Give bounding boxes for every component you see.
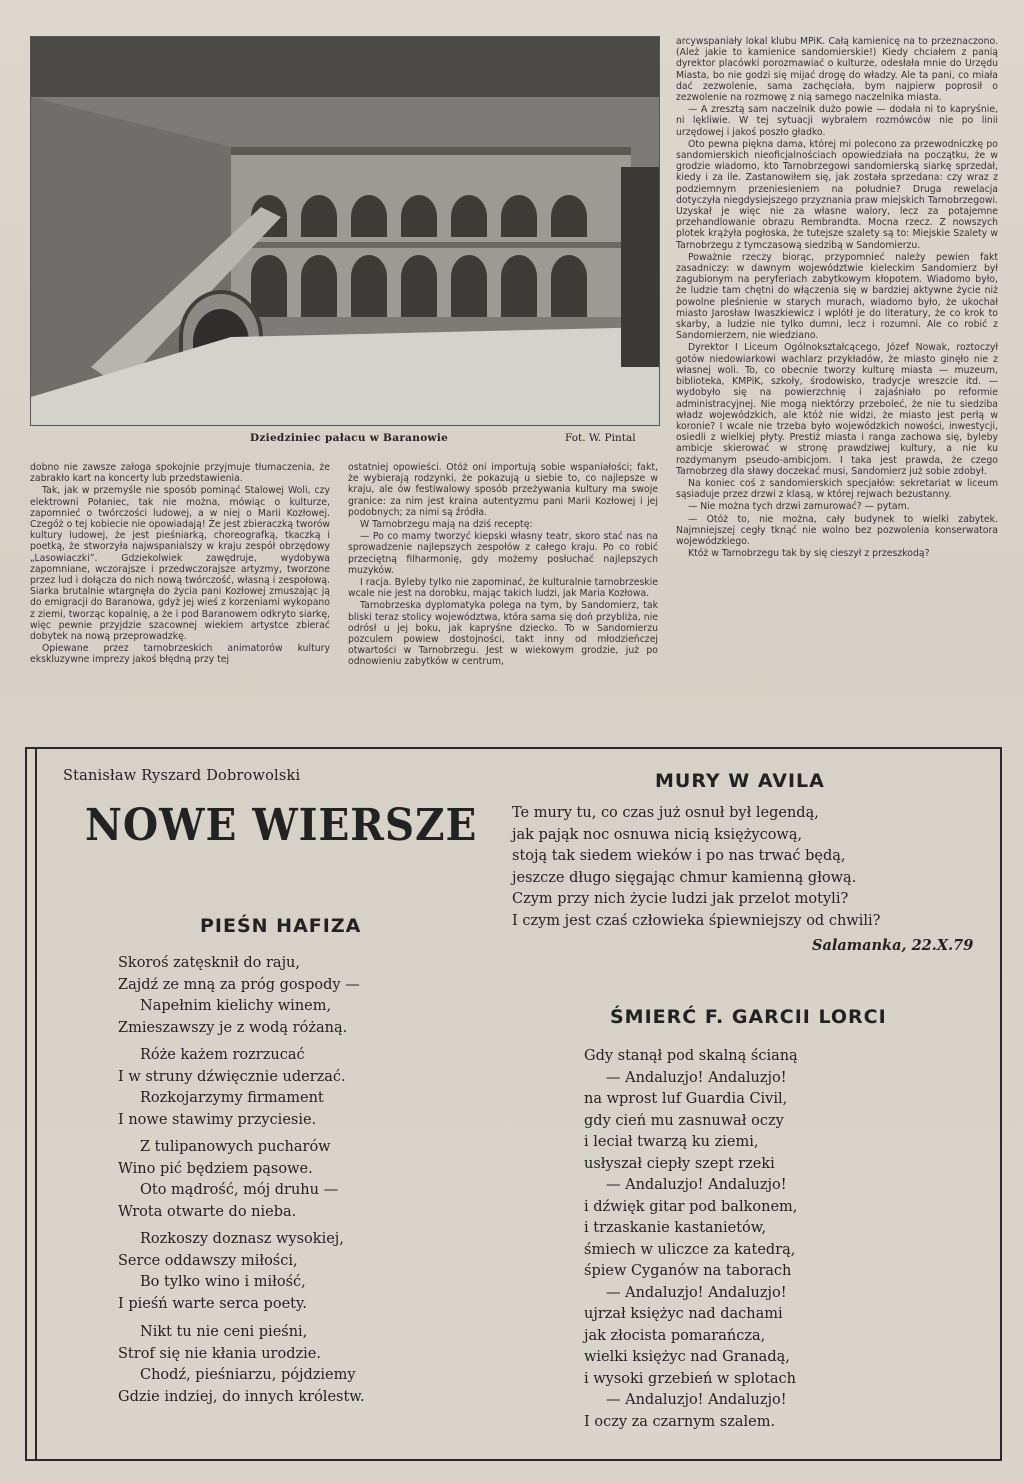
poem-line: I oczy za czarnym szalem. xyxy=(584,1413,776,1430)
paragraph: Któż w Tarnobrzegu tak by się cieszył z przeszkodą? xyxy=(688,548,930,560)
poem-line: — Andaluzjo! Andaluzjo! xyxy=(606,1392,787,1408)
poem-line: i dźwięk gitar pod balkonem, xyxy=(584,1198,798,1215)
paragraph: — Nie można tych drzwi zamurować? — pytam. xyxy=(688,501,910,513)
paragraph: Tak, jak w przemyśle nie sposób pominąć Stalowej Woli, czy elektrowni Połaniec, tak nie można, mówiąc o kulturze, zapomnieć o twórczości ludowej, a w niej o Marii Kozłowej. Czegóż o tej kobiecie nie opowiadają! Że jest zbieraczką tworów kultury ludowej, że jest pieśniarką, choreografką, tkaczką i poetką, że stworzyła najwspanialszy w kraju zespół obrzędowy „Lasowiaczki”. Gdziekolwiek zawędruje, wydobywa zapomniane, wczorajsze i przedwczorajsze artyzmy, tworzone przez lud i dołącza do nich nową twórczość, własną i zespołową. Siarka brutalnie wtargnęła do życia pani Kozłowej zmuszając ją do emigracji do Baranowa, gdyż jej wieś z korzeniami wykopano z ziemi, tworząc kopalnię, a że i pod Baranowem odkryto siarkę, więc pewnie przyjdzie szacownej wiekiem artystce zbierać dobytek na nową przeprowadzkę. xyxy=(30,485,330,643)
section-title: NOWE WIERSZE xyxy=(85,800,478,851)
box-rule xyxy=(35,749,37,1459)
poem-place-date: Salamanka, 22.X.79 xyxy=(812,937,974,954)
poem-line: wielki księżyc nad Granadą, xyxy=(584,1349,790,1365)
poem-line: jak złocista pomarańcza, xyxy=(584,1327,766,1344)
poem-line: i trzaskanie kastanietów, xyxy=(584,1220,767,1236)
article-column-3 xyxy=(676,36,998,560)
poem-line: Oto mądrość, mój druhu — xyxy=(140,1182,339,1198)
poem-line: jeszcze długo sięgając chmur kamienną głową. xyxy=(512,869,857,886)
poem-line: Zajdź ze mną za próg gospody — xyxy=(118,976,360,993)
poem-line: I w struny dźwięcznie uderzać. xyxy=(118,1068,346,1085)
hafiz-stanza-1 xyxy=(118,953,360,1039)
lorca-poem xyxy=(584,1046,798,1433)
poem-line: śmiech w uliczce za katedrą, xyxy=(584,1241,796,1258)
paragraph: Tarnobrzeska dyplomatyka polega na tym, by Sandomierz, tak bliski teraz stolicy województwa, która sama się doń przybliża, nie odrósł u jej boku, jak kapryśne dziecko. To w Sandomierzu pozculem powiew dostojności, takt inny od młodzieńczej otwartości w Tarnobrzegu. Jest w wiekowym grodzie, już po odnowieniu zabytków w centrum, xyxy=(348,600,658,668)
poem-line: Rozkojarzymy firmament xyxy=(140,1090,324,1106)
poem-line: Serce oddawszy miłości, xyxy=(118,1252,298,1269)
poem-line: I czym jest czaś człowieka śpiewniejszy od chwili? xyxy=(512,912,881,929)
paragraph: — Po co mamy tworzyć kiepski własny teatr, skoro stać nas na sprowadzenie najlepszych zespołów z całego kraju. Po co robić przeciętną filharmonię, gdy możemy posłuchać najlepszych muzyków. xyxy=(348,531,658,576)
photo-credit: Fot. W. Pintal xyxy=(565,432,636,444)
poet-name: Stanisław Ryszard Dobrowolski xyxy=(63,768,301,784)
poem-line: śpiew Cyganów na taborach xyxy=(584,1263,792,1279)
poem-line: Czym przy nich życie ludzi jak przelot motyli? xyxy=(512,891,849,907)
poem-line: Napełnim kielichy winem, xyxy=(140,998,332,1014)
poem-line: Skoroś zatęsknił do raju, xyxy=(118,955,301,971)
poem-line: — Andaluzjo! Andaluzjo! xyxy=(606,1069,787,1086)
poem-line: na wprost luf Guardia Civil, xyxy=(584,1091,788,1107)
paragraph: Na koniec coś z sandomierskich specjałów: sekretariat w liceum sąsiaduje przez drzwi z klasą, w której rejwach bezustanny. xyxy=(676,477,998,501)
poem-line: Z tulipanowych pucharów xyxy=(140,1139,331,1155)
poem-line: Strof się nie kłania urodzie. xyxy=(118,1345,321,1362)
paragraph: Dyrektor I Liceum Ogólnokształcącego, Józef Nowak, roztoczył gotów niedowiarkowi wachlarz przykładów, że miasto ginęło nie z własnej woli. To, co obecnie tworzy kulturę miasta — muzeum, biblioteka, KMPiK, szkoły, środowisko, tradycje wreszcie itd. — wydobyło się na powierzchnię i zajaśniało po reformie administracyjnej. Nie mogą niektórzy przeboleć, że nie tu siedziba władz wojewódzkich, ale któż nie widzi, że miasto jest perłą w koronie? I wcale nie trzeba było wojewódzkich nowości, inwestycji, osiedli z wielkiej płyty. Prestiż miasta i ranga zachowa się, byleby ambicje skierować w stronę prawdziwej kultury, a nie ku rozdymanym pseudo-ambicjom. I taka jest prawda, że czego Tarnobrzeg dla sławy doczekać musi, Sandomierz już sobie zdobył. xyxy=(676,342,998,477)
paragraph: Oto pewna piękna dama, której mi polecono za przewodniczkę po sandomierskich nieoficjalnościach opowiedziała na początku, że w grodzie wiadomo, kto Tarnobrzegowi sandomierską siarkę sprzedał, kiedy i za ile. Zastanowiłem się, jak została sprzedana: czy wraz z podziemnym przeniesieniem na południe? Druga rewelacja dotyczyła niegdysiejszego przyznania praw miejskich Tarnobrzegowi. Uzyskał je więc nie za własne walory, lecz za potajemne przehandlowanie obrazu Rembrandta. Mocna rzecz. Z nowszych plotek krążyła pogłoska, że tutejsze szalety są to: Miejskie Szalety w Tarnobrzegu z tymczasową siedzibą w Sandomierzu. xyxy=(676,138,998,251)
poem-line: usłyszał ciepły szept rzeki xyxy=(584,1155,775,1172)
poem-line: Wrota otwarte do nieba. xyxy=(118,1203,297,1220)
hafiz-stanza-4 xyxy=(118,1229,344,1315)
poem-line: I pieśń warte serca poety. xyxy=(118,1295,307,1312)
paragraph: Poważnie rzeczy biorąc, przypomnieć należy pewien fakt zasadniczy: w dawnym województwie kieleckim Sandomierz był zagubionym na peryferiach zabytkowym kłopotem. Wiadomo było, że ludzie tam chętni do włączenia się w bardziej aktywne życie niż powolne pleśnienie w starych murach, wiadomo było, że ukochał miasto Jarosław Iwaszkiewicz i wplótł je do literatury, że co krok to skarby, a ludzie nie tylko dumni, lecz i rozumni. Ale co robić z Sandomierzem, nie wiedziano. xyxy=(676,251,998,342)
poem-line: i wysoki grzebień w splotach xyxy=(584,1370,796,1387)
paragraph: — A zresztą sam naczelnik dużo powie — dodała ni to kapryśnie, ni lękliwie. W tej sytuacji wybrałem rozmówców nie po linii urzędowej i jakoś poszło gładko. xyxy=(676,104,998,138)
poem-line: i leciał twarzą ku ziemi, xyxy=(584,1134,759,1150)
paragraph: W Tarnobrzegu mają na dziś receptę: xyxy=(360,519,533,531)
palace-courtyard-illustration xyxy=(31,37,659,425)
hafiz-stanza-2 xyxy=(118,1045,346,1131)
poem-line: — Andaluzjo! Andaluzjo! xyxy=(606,1284,787,1301)
paragraph: — Otóż to, nie można, cały budynek to wielki zabytek. Najmniejszej cegły tknąć nie wolno bez pozwolenia konserwatora wojewódzkiego. xyxy=(676,513,998,547)
poem-line: Rozkoszy doznasz wysokiej, xyxy=(140,1231,344,1247)
poem-title-avila: MURY W AVILA xyxy=(655,770,825,792)
paragraph: arcywspaniały lokal klubu MPiK. Całą kamienicę na to przeznaczono. (Ależ jakie to kamienice sandomierskie!) Kiedy chciałem z panią dyrektor placówki porozmawiać o kulturze, odesłała mnie do Urzędu Miasta, bo nie godzi się mijać drogę do władzy. Ale ta pani, co miała dać zezwolenie, sama zachęciała, bym najpierw poprosił o zezwolenie na rozmowę z nią samego naczelnika miasta. xyxy=(676,36,998,104)
article-column-1 xyxy=(30,462,330,667)
paragraph: dobno nie zawsze załoga spokojnie przyjmuje tłumaczenia, że zabrakło kart na koncerty lub przedstawienia. xyxy=(30,462,330,485)
photo-caption: Dziedziniec pałacu w Baranowie xyxy=(250,432,449,444)
poem-line: Chodź, pieśniarzu, pójdziemy xyxy=(140,1367,356,1383)
article-column-2 xyxy=(348,462,658,669)
poem-line: — Andaluzjo! Andaluzjo! xyxy=(606,1177,787,1193)
hafiz-stanza-5 xyxy=(118,1322,365,1408)
paragraph: I racja. Byleby tylko nie zapominać, że kulturalnie tarnobrzeskie wcale nie jest na dorobku, mając takich ludzi, jak Maria Kozłowa. xyxy=(348,577,658,600)
poem-line: Gdy stanął pod skalną ścianą xyxy=(584,1048,798,1064)
poem-line: Róże każem rozrzucać xyxy=(140,1047,305,1063)
poem-line: jak pająk noc osnuwa nicią księżycową, xyxy=(512,826,803,843)
hafiz-stanza-3 xyxy=(118,1137,338,1223)
poem-line: Wino pić będziem pąsowe. xyxy=(118,1160,313,1177)
poem-line: Te mury tu, co czas już osnuł był legendą, xyxy=(512,805,819,821)
poem-line: Zmieszawszy je z wodą różaną. xyxy=(118,1019,348,1036)
poem-line: Bo tylko wino i miłość, xyxy=(140,1274,306,1290)
courtyard-photo xyxy=(30,36,660,426)
poem-line: gdy cień mu zasnuwał oczy xyxy=(584,1112,784,1129)
avila-poem xyxy=(512,803,880,932)
poem-line: Nikt tu nie ceni pieśni, xyxy=(140,1324,308,1340)
paragraph: Opiewane przez tarnobrzeskich animatorów kultury ekskluzywne imprezy jakoś błędną przy tej xyxy=(30,643,330,666)
poem-line: Gdzie indziej, do innych królestw. xyxy=(118,1388,365,1405)
poem-line: ujrzał księżyc nad dachami xyxy=(584,1306,783,1322)
poem-title-lorca: ŚMIERĆ F. GARCII LORCI xyxy=(610,1006,887,1028)
paragraph: ostatniej opowieści. Otóż oni importują sobie wspaniałości; fakt, że wybierają rodzynki, że pokazują u siebie to, co najlepsze w kraju, ale ów festiwalowy sposób przeżywania kultury ma swoje granice: za nim jest kraina autentyzmu pani Marii Kozłowej i jej podobnych; za nimi są źródła. xyxy=(348,462,658,518)
poem-line: stoją tak siedem wieków i po nas trwać będą, xyxy=(512,848,846,864)
poem-line: I nowe stawimy przyciesie. xyxy=(118,1111,317,1128)
poem-title-hafiz: PIEŚN HAFIZA xyxy=(200,915,362,937)
